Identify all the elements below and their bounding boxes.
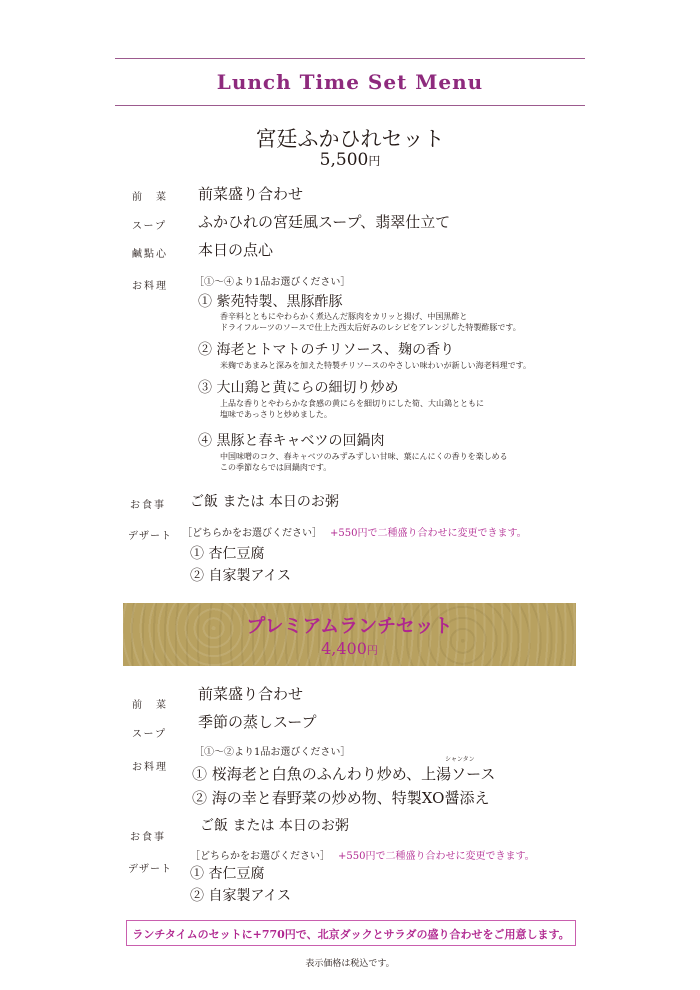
set1-main-2: ② 海老とトマトのチリソース、麹の香り	[198, 342, 455, 358]
set2-dessert-note: ［どちらかをお選びください］	[190, 851, 330, 862]
tax-note: 表示価格は税込です。	[305, 959, 395, 969]
set1-price-yen: 円	[368, 154, 381, 168]
set2-price-value: 4,400	[321, 639, 367, 658]
set1-main-3: ③ 大山鶏と黄にらの細切り炒め	[198, 380, 399, 396]
set2-banner	[123, 603, 576, 666]
set1-dessert-note: ［どちらかをお選びください］	[182, 528, 322, 539]
set1-label-tenshin: 鹹點心	[132, 249, 168, 260]
set1-main-4-desc2: この季節ならでは回鍋肉です。	[220, 463, 332, 472]
set1-main-note: ［①～④より1品お選びください］	[194, 277, 351, 288]
set2-price	[123, 639, 576, 658]
set1-tenshin: 本日の点心	[198, 241, 274, 259]
header-top-rule	[115, 58, 585, 59]
set1-main-3-desc2: 塩味であっさりと炒めました。	[220, 410, 332, 419]
set1-main-1: ① 紫苑特製、黒豚酢豚	[198, 294, 343, 310]
set2-main-1: ① 桜海老と白魚のふんわり炒め、上湯ソース	[192, 765, 496, 783]
set2-zensai: 前菜盛り合わせ	[198, 685, 304, 703]
set1-main-4: ④ 黒豚と春キャベツの回鍋肉	[198, 433, 385, 449]
set1-label-dessert: デザート	[128, 531, 172, 542]
set1-label-soup: スープ	[132, 221, 167, 232]
set2-title: プレミアムランチセット	[246, 615, 453, 637]
set1-meal: ご飯 または 本日のお粥	[190, 494, 339, 510]
set1-label-zensai: 前 菜	[132, 192, 168, 203]
set1-main-2-desc1: 米麹であまみと深みを加えた特製チリソースのやさしい味わいが新しい海老料理です。	[220, 361, 531, 370]
set1-dessert-1: ① 杏仁豆腐	[190, 546, 265, 562]
set1-main-4-desc1: 中国味噌のコク、春キャベツのみずみずしい甘味、葉にんにくの香りを楽しめる	[220, 452, 508, 461]
footer-box	[126, 920, 576, 946]
set1-price	[0, 150, 700, 170]
set2-label-meal: お食事	[130, 832, 166, 843]
set2-label-dessert: デザート	[128, 864, 172, 875]
set1-main-1-desc1: 香辛料とともにやわらかく煮込んだ豚肉をカリッと揚げ、中国黒酢と	[220, 312, 468, 321]
set2-meal: ご飯 または 本日のお粥	[200, 818, 349, 834]
set1-price-value: 5,500	[319, 150, 369, 170]
set1-dessert-upgrade: +550円で二種盛り合わせに変更できます。	[330, 528, 527, 539]
set2-price-yen: 円	[366, 644, 378, 657]
set1-label-meal: お食事	[130, 500, 166, 511]
set2-label-zensai: 前 菜	[132, 700, 168, 711]
menu-header-title: Lunch Time Set Menu	[216, 70, 484, 94]
set2-label-soup: スープ	[132, 729, 167, 740]
set2-ruby-shantan: シャンタン	[445, 756, 475, 763]
set2-dessert-2: ② 自家製アイス	[190, 888, 292, 904]
footer-text: ランチタイムのセットに+770円で、北京ダックとサラダの盛り合わせをご用意します。	[132, 928, 570, 941]
set1-main-1-desc2: ドライフルーツのソースで仕上た西太后好みのレシピをアレンジした特製酢豚です。	[220, 323, 521, 332]
set1-label-main: お料理	[132, 281, 168, 292]
set2-soup: 季節の蒸しスープ	[198, 713, 317, 731]
set2-dessert-1: ① 杏仁豆腐	[190, 866, 265, 882]
set1-main-3-desc1: 上品な香りとやわらかな食感の黄にらを細切りにした筍、大山鶏とともに	[220, 399, 484, 408]
set2-dessert-upgrade: +550円で二種盛り合わせに変更できます。	[338, 851, 535, 862]
set2-label-main: お料理	[132, 762, 168, 773]
set1-title: 宮廷ふかひれセット	[255, 127, 445, 151]
set1-zensai: 前菜盛り合わせ	[198, 185, 304, 203]
header-bottom-rule	[115, 105, 585, 106]
set1-soup: ふかひれの宮廷風スープ、翡翠仕立て	[198, 213, 451, 231]
set1-dessert-2: ② 自家製アイス	[190, 568, 292, 584]
set2-main-note: ［①～②より1品お選びください］	[194, 747, 351, 758]
set2-main-2: ② 海の幸と春野菜の炒め物、特製XO醤添え	[192, 789, 490, 807]
